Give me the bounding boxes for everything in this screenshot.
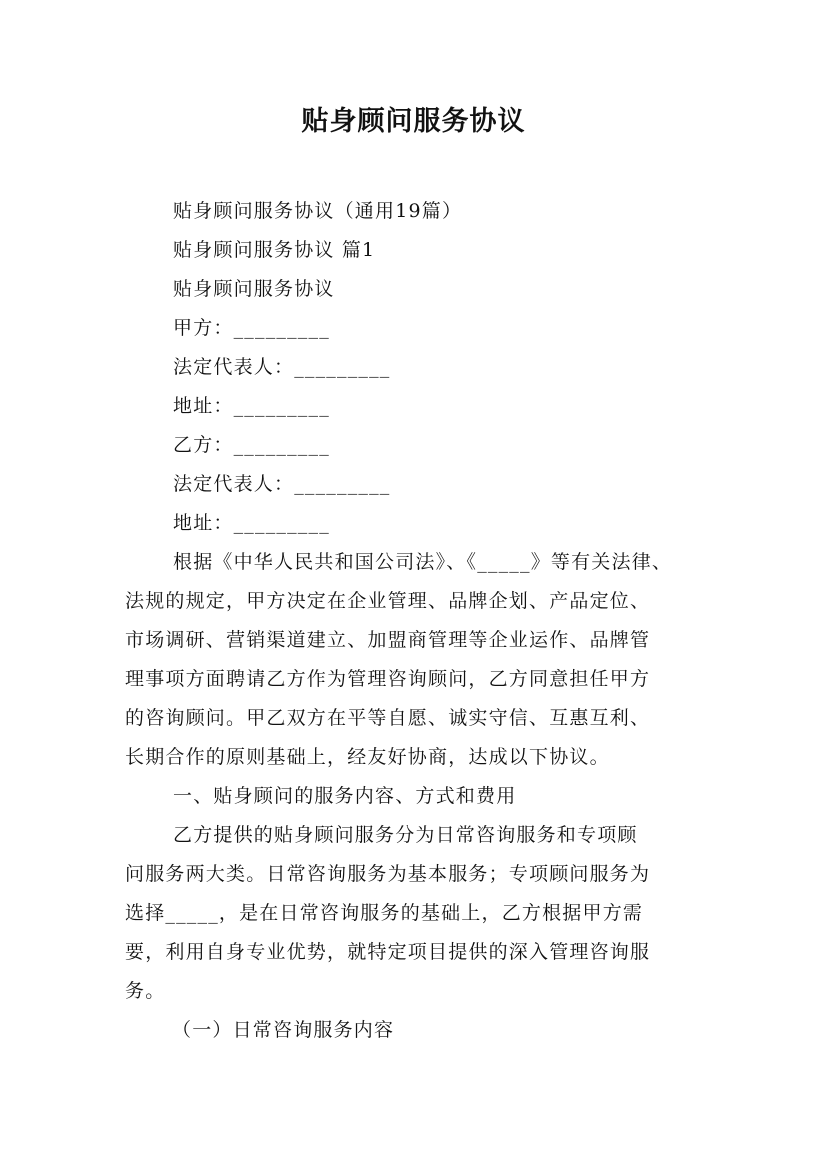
clause-heading: 一、贴身顾问的服务内容、方式和费用 bbox=[173, 785, 517, 807]
party-a-field: 甲方：_________ bbox=[173, 317, 330, 339]
party-b-representative-field: 法定代表人：_________ bbox=[173, 473, 391, 495]
paragraph-line: 长期合作的原则基础上，经友好协商，达成以下协议。 bbox=[125, 746, 610, 768]
paragraph-line: 选择_____，是在日常咨询服务的基础上，乙方根据甲方需 bbox=[125, 902, 644, 924]
section-heading: 贴身顾问服务协议 篇1 bbox=[173, 239, 376, 261]
paragraph-line: 务。 bbox=[125, 980, 166, 1002]
paragraph-line: 要，利用自身专业优势，就特定项目提供的深入管理咨询服 bbox=[125, 941, 651, 963]
paragraph-line: 市场调研、营销渠道建立、加盟商管理等企业运作、品牌管 bbox=[125, 629, 651, 651]
paragraph-line: 法规的规定，甲方决定在企业管理、品牌企划、产品定位、 bbox=[125, 590, 651, 612]
paragraph-line: 理事项方面聘请乙方作为管理咨询顾问，乙方同意担任甲方 bbox=[125, 668, 651, 690]
party-a-representative-field: 法定代表人：_________ bbox=[173, 356, 391, 378]
party-b-address-field: 地址：_________ bbox=[173, 512, 330, 534]
paragraph-line: 的咨询顾问。甲乙双方在平等自愿、诚实守信、互惠互利、 bbox=[125, 707, 651, 729]
party-b-field: 乙方：_________ bbox=[173, 434, 330, 456]
agreement-name: 贴身顾问服务协议 bbox=[173, 278, 335, 300]
subclause-heading: （一）日常咨询服务内容 bbox=[172, 1019, 395, 1041]
paragraph-line: 问服务两大类。日常咨询服务为基本服务；专项顾问服务为 bbox=[125, 863, 651, 885]
paragraph-line: 乙方提供的贴身顾问服务分为日常咨询服务和专项顾 bbox=[173, 824, 638, 846]
party-a-address-field: 地址：_________ bbox=[173, 395, 330, 417]
document-subtitle: 贴身顾问服务协议（通用19篇） bbox=[173, 200, 463, 222]
document-title: 贴身顾问服务协议 bbox=[301, 106, 526, 137]
paragraph-line: 根据《中华人民共和国公司法》、《_____》等有关法律、 bbox=[173, 551, 673, 573]
